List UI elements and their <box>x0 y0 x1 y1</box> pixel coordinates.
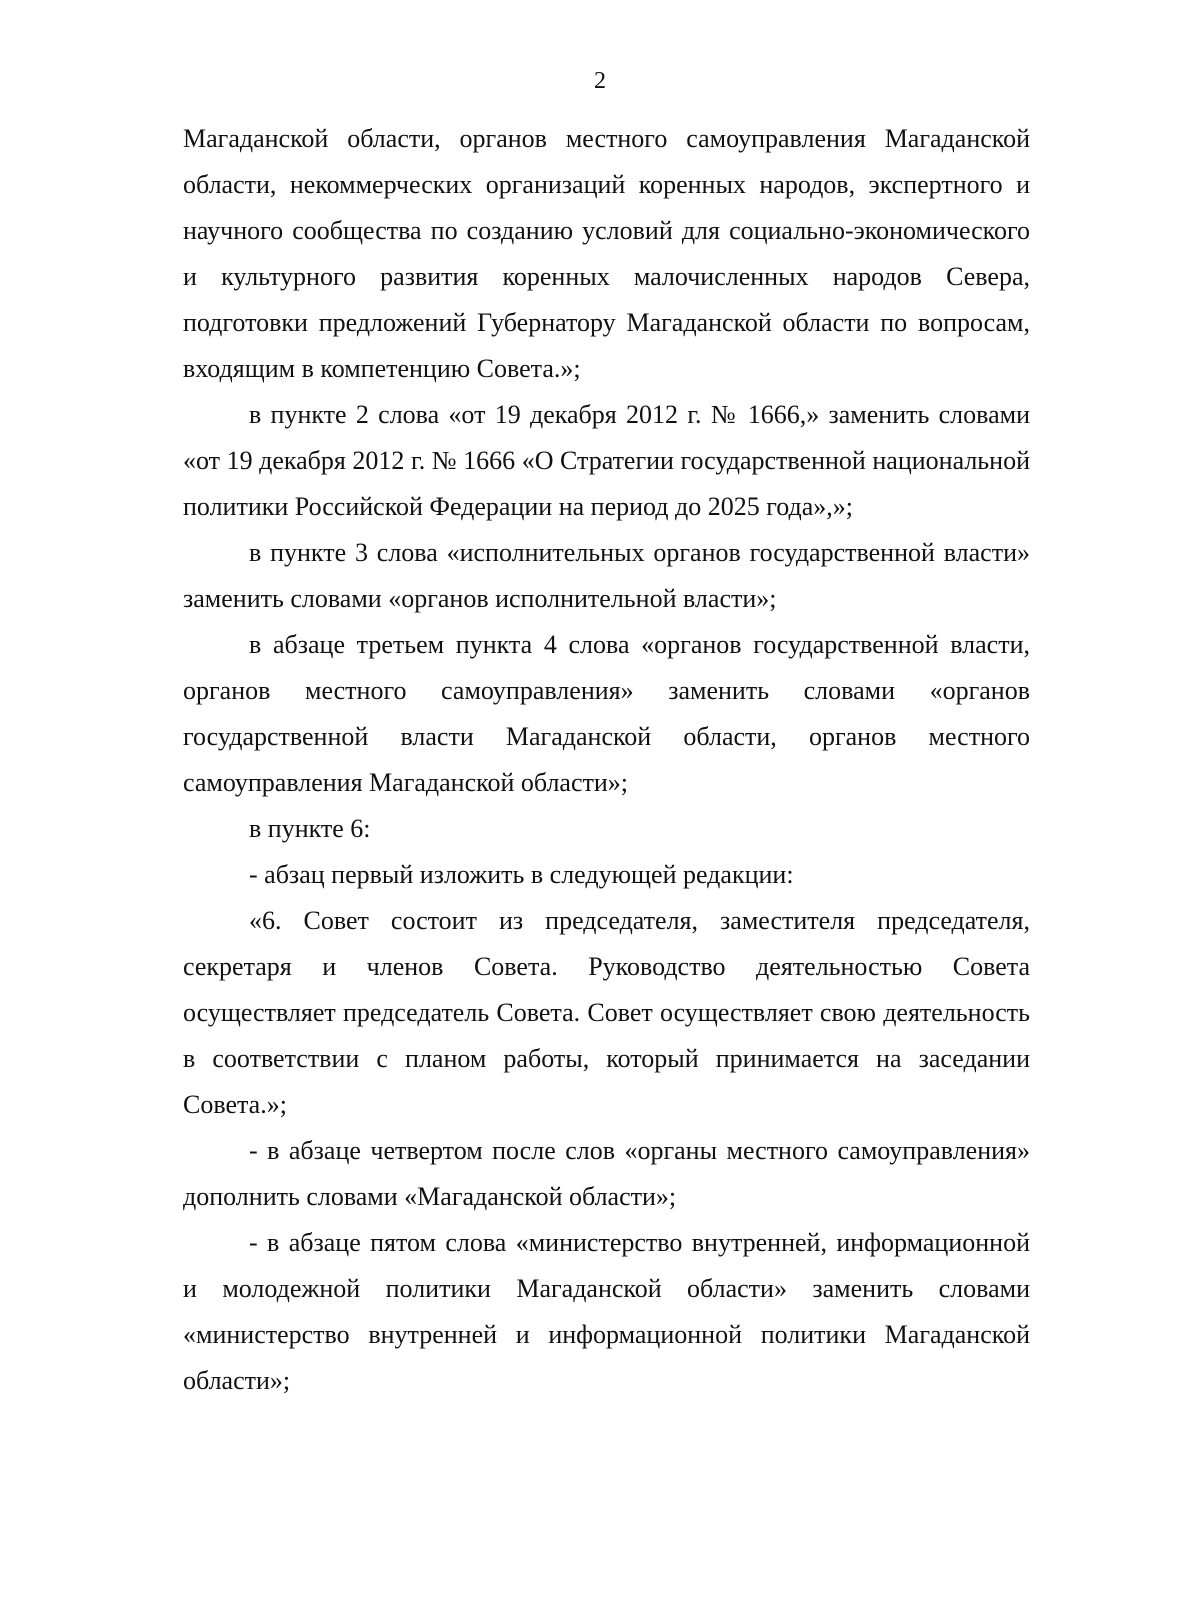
paragraph-item-2: в пункте 2 слова «от 19 декабря 2012 г. № 1666,» заменить словами «от 19 декабря 2012 г. № 1666 «О Стратегии государственной национальной политики Российской Федерации на период до 2025 года»,»; <box>183 400 1030 521</box>
paragraph-item-3: в пункте 3 слова «исполнительных органов государственной власти» заменить словами «органов исполнительной власти»; <box>183 538 1030 613</box>
paragraph-item-6-fifth: - в абзаце пятом слова «министерство внутренней, информационной и молодежной политики Магаданской области» заменить словами «министерство внутренней и информационной политики Магаданской области»; <box>183 1228 1030 1395</box>
paragraph-item-4: в абзаце третьем пункта 4 слова «органов государственной власти, органов местного самоуправления» заменить словами «органов государственной власти Магаданской области, органов местного самоуправления Магаданской области»; <box>183 630 1030 797</box>
paragraph-new-wording: «6. Совет состоит из председателя, заместителя председателя, секретаря и членов Совета. Руководство деятельностью Совета осуществляет председатель Совета. Совет осуществляет свою деятельность в соответствии с планом работы, который принимается на заседании Совета.»; <box>183 906 1030 1119</box>
paragraph-item-6: в пункте 6: <box>249 814 371 843</box>
document-body <box>183 116 1030 1404</box>
paragraph-item-6-fourth: - в абзаце четвертом после слов «органы местного самоуправления» дополнить словами «Магаданской области»; <box>183 1136 1030 1211</box>
page-number: 2 <box>594 68 606 94</box>
paragraph-continuation: Магаданской области, органов местного самоуправления Магаданской области, некоммерческих организаций коренных народов, экспертного и научного сообщества по созданию условий для социально-экономического и культурного развития коренных малочисленных народов Севера, подготовки предложений Губернатору Магаданской области по вопросам, входящим в компетенцию Совета.»; <box>183 124 1030 383</box>
paragraph-item-6-first: - абзац первый изложить в следующей редакции: <box>249 860 794 889</box>
